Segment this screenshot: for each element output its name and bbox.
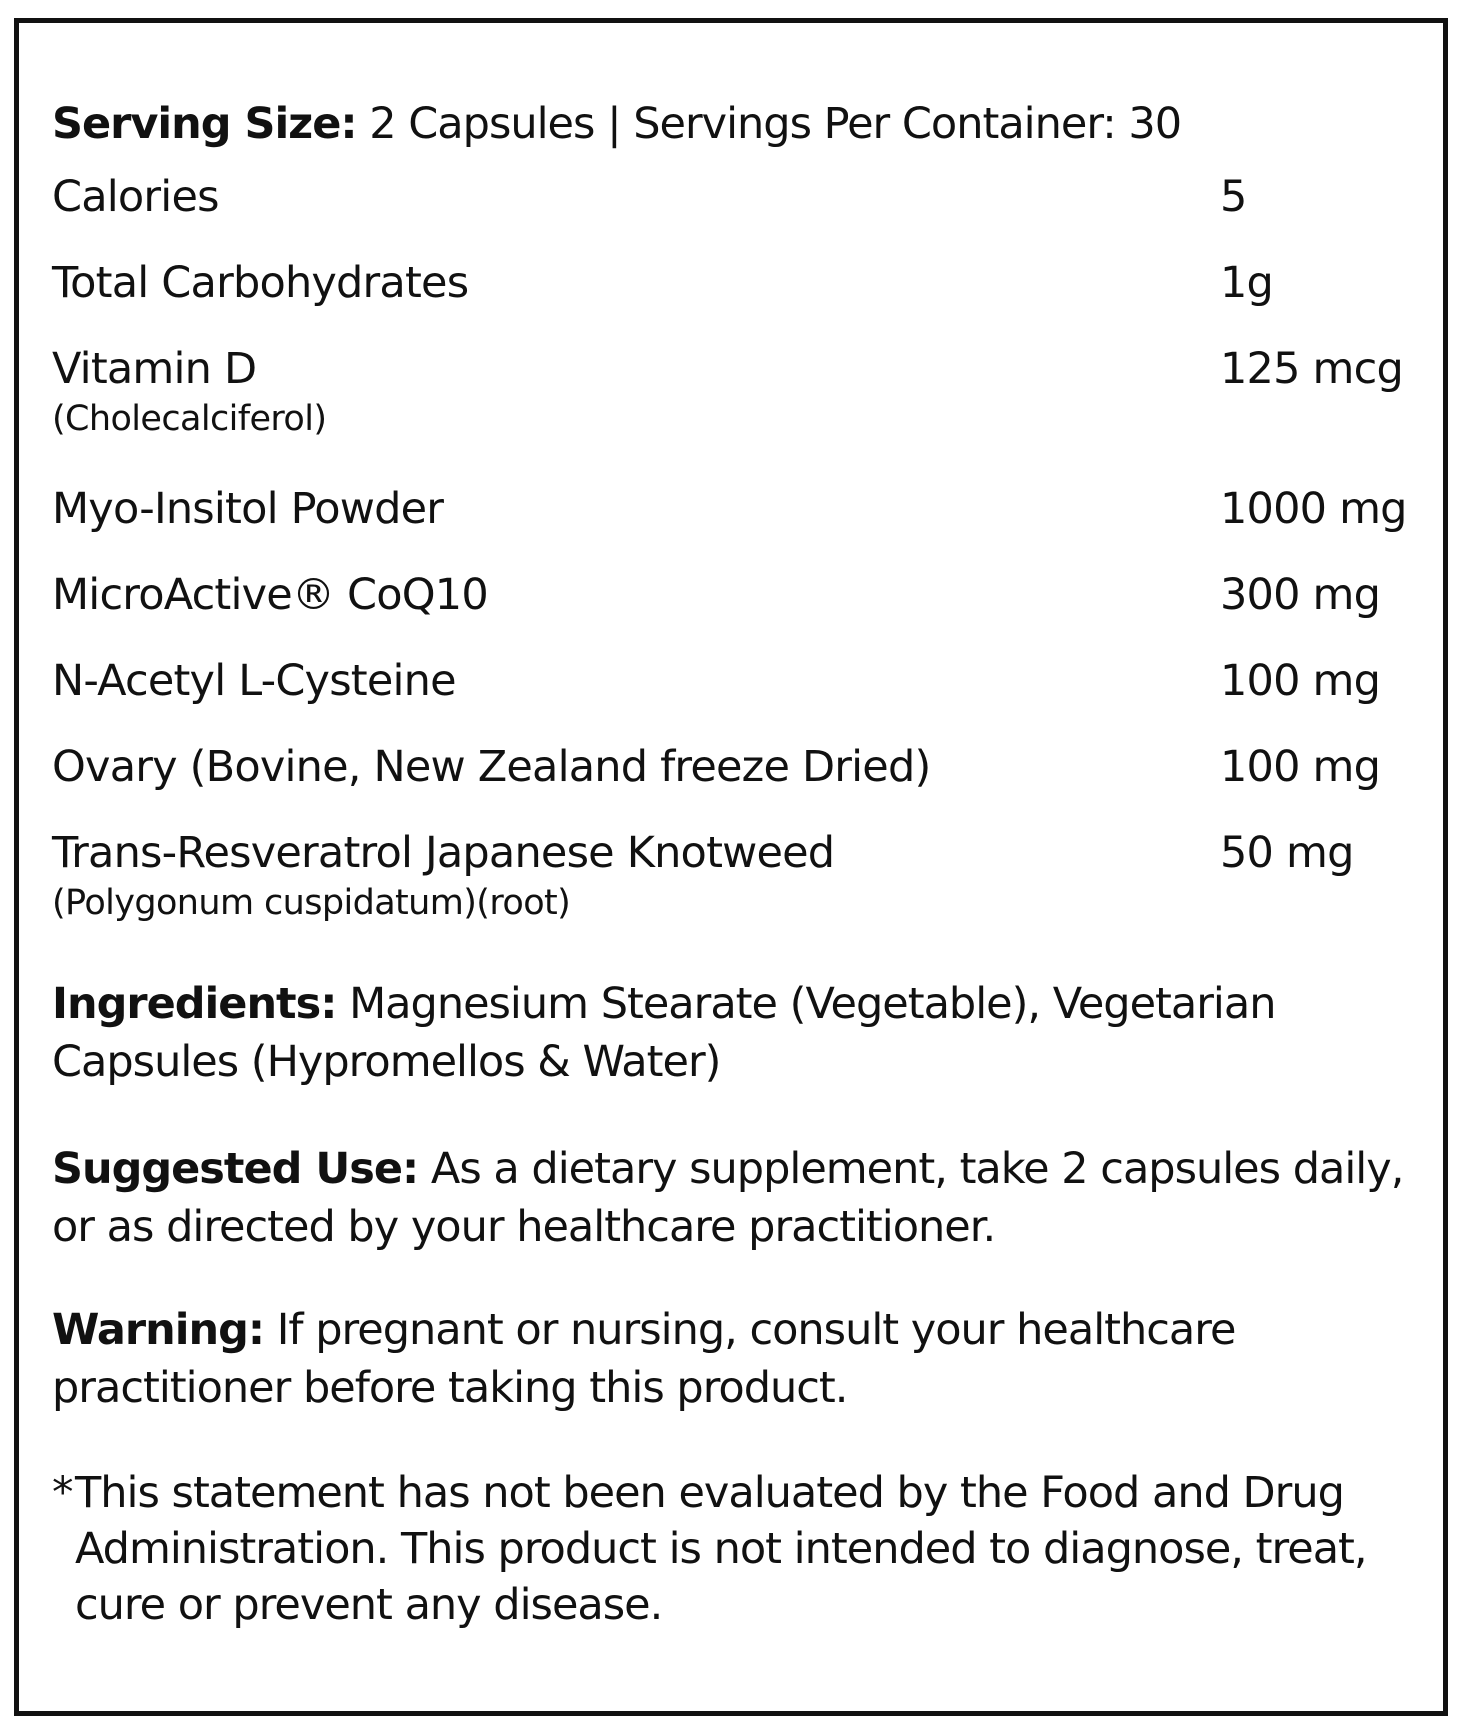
nutrient-row — [52, 259, 1432, 308]
warning-label: Warning: — [52, 1305, 265, 1355]
suggested-use-text: As a dietary supplement, take 2 capsules daily, or as directed by your healthcare practitioner. — [52, 1144, 1404, 1252]
nutrient-subname: (Cholecalciferol) — [52, 399, 327, 440]
nutrient-amount: 50 mg — [1220, 828, 1354, 878]
nutrient-name: Ovary (Bovine, New Zealand freeze Dried) — [52, 742, 931, 792]
nutrient-row — [52, 743, 1432, 792]
disclaimer-asterisk: * — [52, 1468, 73, 1518]
nutrient-amount: 5 — [1220, 172, 1247, 222]
nutrient-name: Myo-Insitol Powder — [52, 484, 444, 534]
warning-section — [52, 1301, 1432, 1417]
nutrient-amount: 100 mg — [1220, 742, 1381, 792]
suggested-use-label: Suggested Use: — [52, 1144, 419, 1194]
fda-disclaimer — [52, 1465, 1432, 1633]
nutrient-name: Vitamin D — [52, 344, 257, 394]
ingredients-text: Magnesium Stearate (Vegetable), Vegetarian Capsules (Hypromellos & Water) — [52, 979, 1276, 1087]
nutrient-row — [52, 485, 1432, 534]
nutrient-row — [52, 829, 1432, 924]
nutrient-row — [52, 571, 1432, 620]
supplement-facts-panel — [14, 18, 1448, 1716]
nutrient-amount: 1g — [1220, 258, 1274, 308]
nutrient-name: Calories — [52, 172, 219, 222]
nutrient-name: Total Carbohydrates — [52, 258, 469, 308]
nutrient-name: Trans-Resveratrol Japanese Knotweed — [52, 828, 835, 878]
nutrient-row — [52, 173, 1432, 222]
ingredients-section — [52, 975, 1432, 1091]
serving-info — [52, 99, 1181, 151]
nutrient-amount: 100 mg — [1220, 656, 1381, 706]
serving-size-label: Serving Size: — [52, 99, 357, 149]
ingredients-label: Ingredients: — [52, 979, 337, 1029]
nutrient-name: MicroActive® CoQ10 — [52, 570, 488, 620]
nutrient-amount: 300 mg — [1220, 570, 1381, 620]
nutrient-subname: (Polygonum cuspidatum)(root) — [52, 883, 571, 924]
nutrient-amount: 1000 mg — [1220, 484, 1407, 534]
serving-size-value: 2 Capsules | Servings Per Container: 30 — [369, 99, 1182, 149]
nutrient-name: N-Acetyl L-Cysteine — [52, 656, 456, 706]
disclaimer-text: This statement has not been evaluated by the Food and Drug Administration. This product is not intended to diagnose, treat, cure or prevent any disease. — [75, 1468, 1367, 1630]
nutrient-amount: 125 mcg — [1220, 344, 1403, 394]
nutrient-row — [52, 657, 1432, 706]
suggested-use-section — [52, 1140, 1432, 1256]
nutrient-row — [52, 345, 1432, 440]
warning-text: If pregnant or nursing, consult your healthcare practitioner before taking this product. — [52, 1305, 1236, 1413]
